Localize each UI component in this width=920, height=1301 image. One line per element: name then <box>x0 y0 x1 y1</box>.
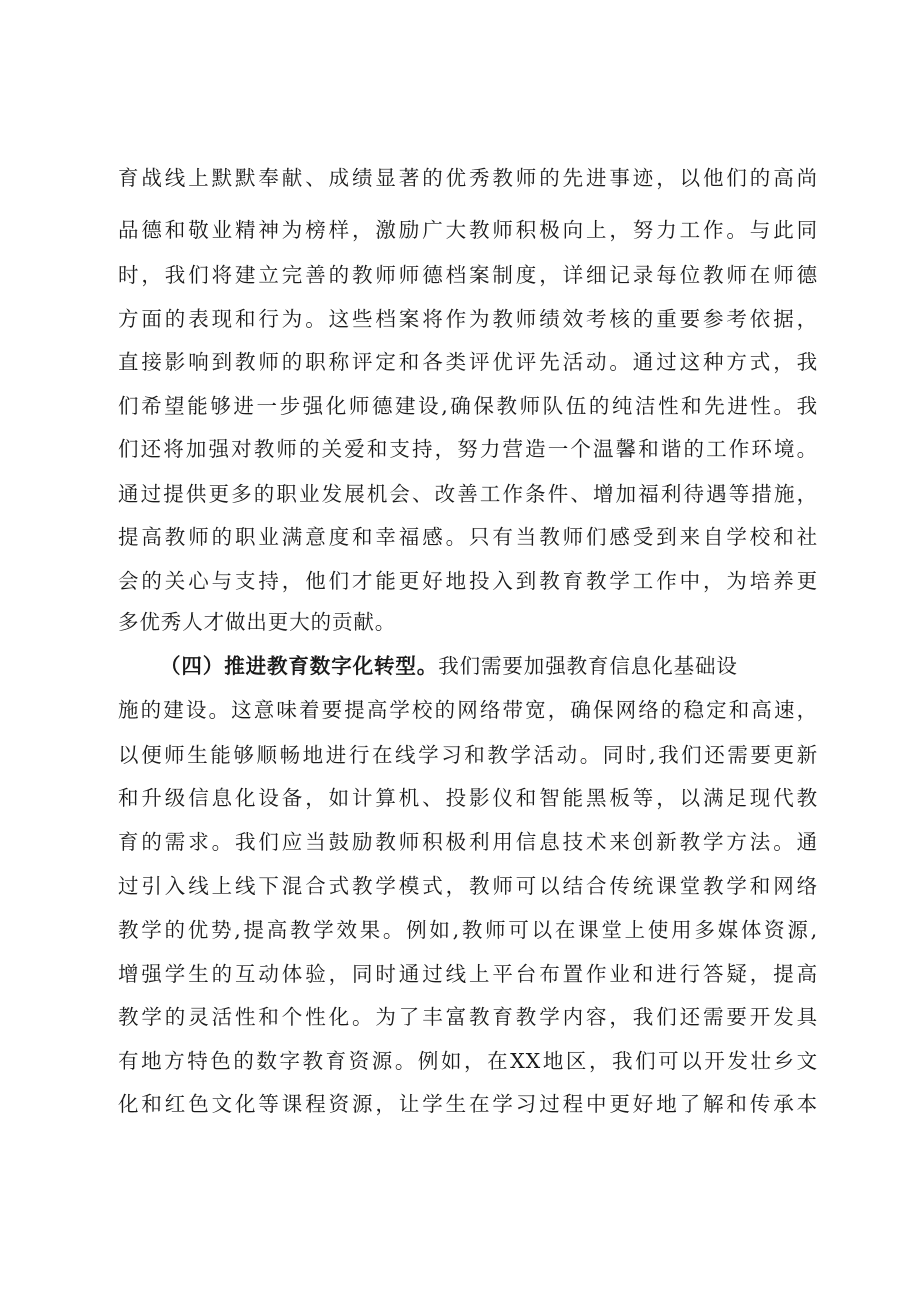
text-line: 化和红色文化等课程资源，让学生在学习过程中更好地了解和传承本 <box>118 1092 818 1116</box>
text-line: 过引入线上线下混合式教学模式，教师可以结合传统课堂教学和网络 <box>118 874 818 898</box>
text-line: 方面的表现和行为。这些档案将作为教师绩效考核的重要参考依据， <box>118 307 818 331</box>
text-line: 会的关心与支持，他们才能更好地投入到教育教学工作中，为培养更 <box>118 569 818 593</box>
text-line: 们希望能够进一步强化师德建设,确保教师队伍的纯洁性和先进性。我 <box>118 394 818 418</box>
text-line: 多优秀人才做出更大的贡献。 <box>118 610 397 634</box>
text-line: 提高教师的职业满意度和幸福感。只有当教师们感受到来自学校和社 <box>118 525 818 549</box>
text-line: 教学的灵活性和个性化。为了丰富教育教学内容，我们还需要开发具 <box>118 1005 818 1029</box>
text-line: 以便师生能够顺畅地进行在线学习和教学活动。同时,我们还需要更新 <box>118 743 818 767</box>
text-line: 品德和敬业精神为榜样，激励广大教师积极向上，努力工作。与此同 <box>118 218 818 242</box>
section-heading: （四）推进教育数字化转型。 <box>160 654 439 678</box>
text-line: 增强学生的互动体验，同时通过线上平台布置作业和进行答疑，提高 <box>118 962 818 986</box>
text-line: 时，我们将建立完善的教师师德档案制度，详细记录每位教师在师德 <box>118 263 818 287</box>
text-line <box>160 646 820 686</box>
text-line: 直接影响到教师的职称评定和各类评优评先活动。通过这种方式，我 <box>118 350 818 374</box>
text-line: 和升级信息化设备，如计算机、投影仪和智能黑板等，以满足现代教 <box>118 786 818 810</box>
text-line: 们还将加强对教师的关爱和支持，努力营造一个温馨和谐的工作环境。 <box>118 437 818 461</box>
text-line: 施的建设。这意味着要提高学校的网络带宽，确保网络的稳定和高速， <box>118 698 818 722</box>
text-line: 育战线上默默奉献、成绩显著的优秀教师的先进事迹，以他们的高尚 <box>118 166 818 190</box>
text-line: 通过提供更多的职业发展机会、改善工作条件、增加福利待遇等措施， <box>118 482 818 506</box>
text-line: 教学的优势,提高教学效果。例如,教师可以在课堂上使用多媒体资源, <box>118 918 818 942</box>
heading-line-text: 我们需要加强教育信息化基础设 <box>438 654 738 678</box>
text-line: 有地方特色的数字教育资源。例如，在XX地区，我们可以开发壮乡文 <box>118 1049 818 1073</box>
text-line: 育的需求。我们应当鼓励教师积极利用信息技术来创新教学方法。通 <box>118 830 818 854</box>
